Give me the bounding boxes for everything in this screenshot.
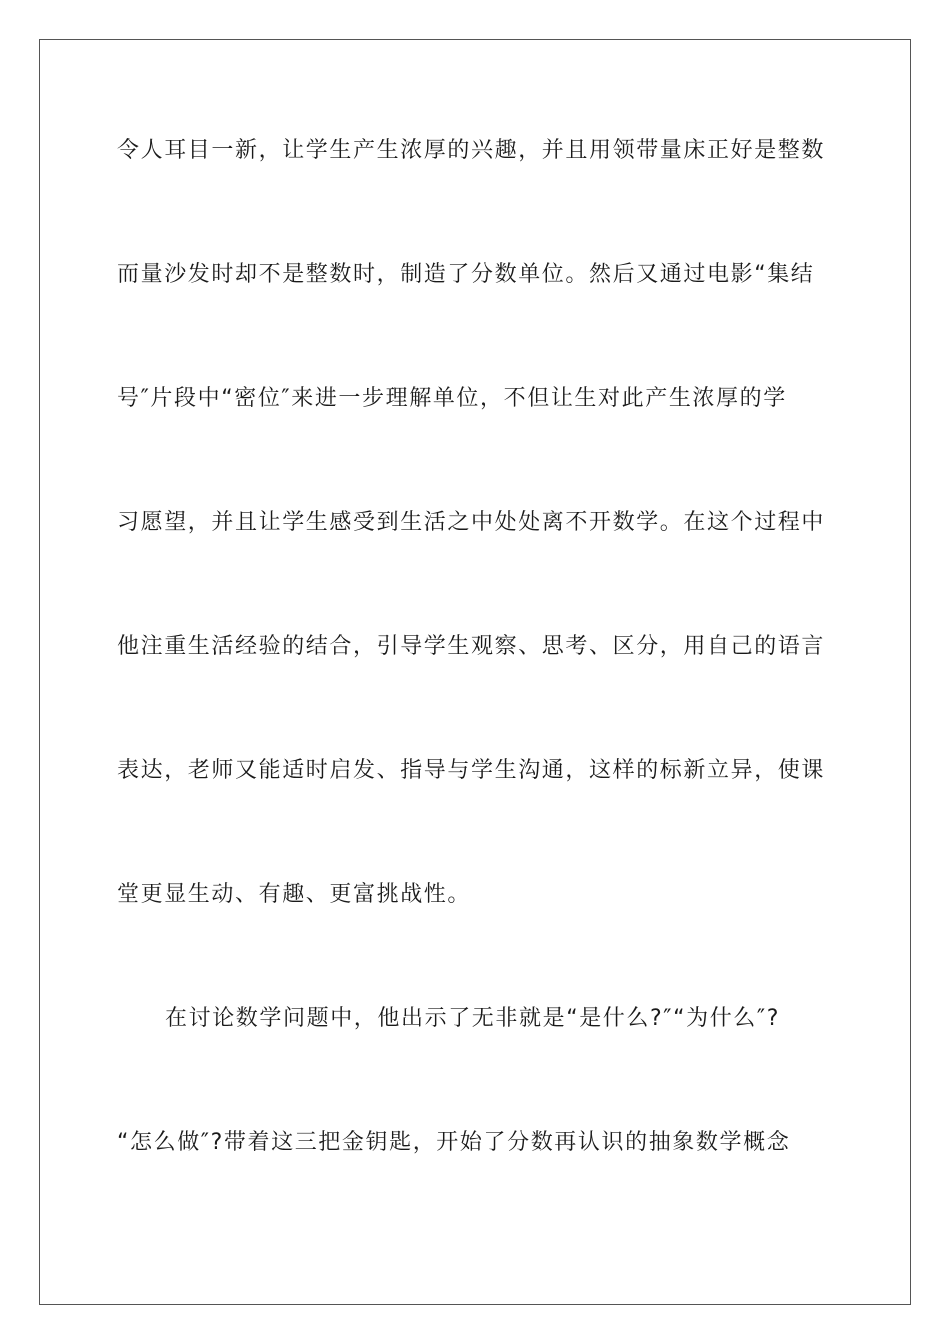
- paragraph-line-6: 表达，老师又能适时启发、指导与学生沟通，这样的标新立异，使课: [117, 758, 826, 783]
- paragraph-line-9: “怎么做″?带着这三把金钥匙，开始了分数再认识的抽象数学概念: [117, 1130, 791, 1155]
- paragraph-line-2: 而量沙发时却不是整数时，制造了分数单位。然后又通过电影“集结: [117, 262, 815, 287]
- paragraph-line-3: 号″片段中“密位″来进一步理解单位，不但让生对此产生浓厚的学: [117, 386, 787, 411]
- page-border: [39, 39, 911, 1305]
- paragraph-line-7: 堂更显生动、有趣、更富挑战性。: [117, 882, 472, 907]
- paragraph-line-1: 令人耳目一新，让学生产生浓厚的兴趣，并且用领带量床正好是整数: [117, 138, 826, 163]
- paragraph-line-5: 他注重生活经验的结合，引导学生观察、思考、区分，用自己的语言: [117, 634, 826, 659]
- paragraph-line-4: 习愿望，并且让学生感受到生活之中处处离不开数学。在这个过程中: [117, 510, 826, 535]
- paragraph-line-8: 在讨论数学问题中，他出示了无非就是“是什么?″“为什么″?: [165, 1006, 780, 1031]
